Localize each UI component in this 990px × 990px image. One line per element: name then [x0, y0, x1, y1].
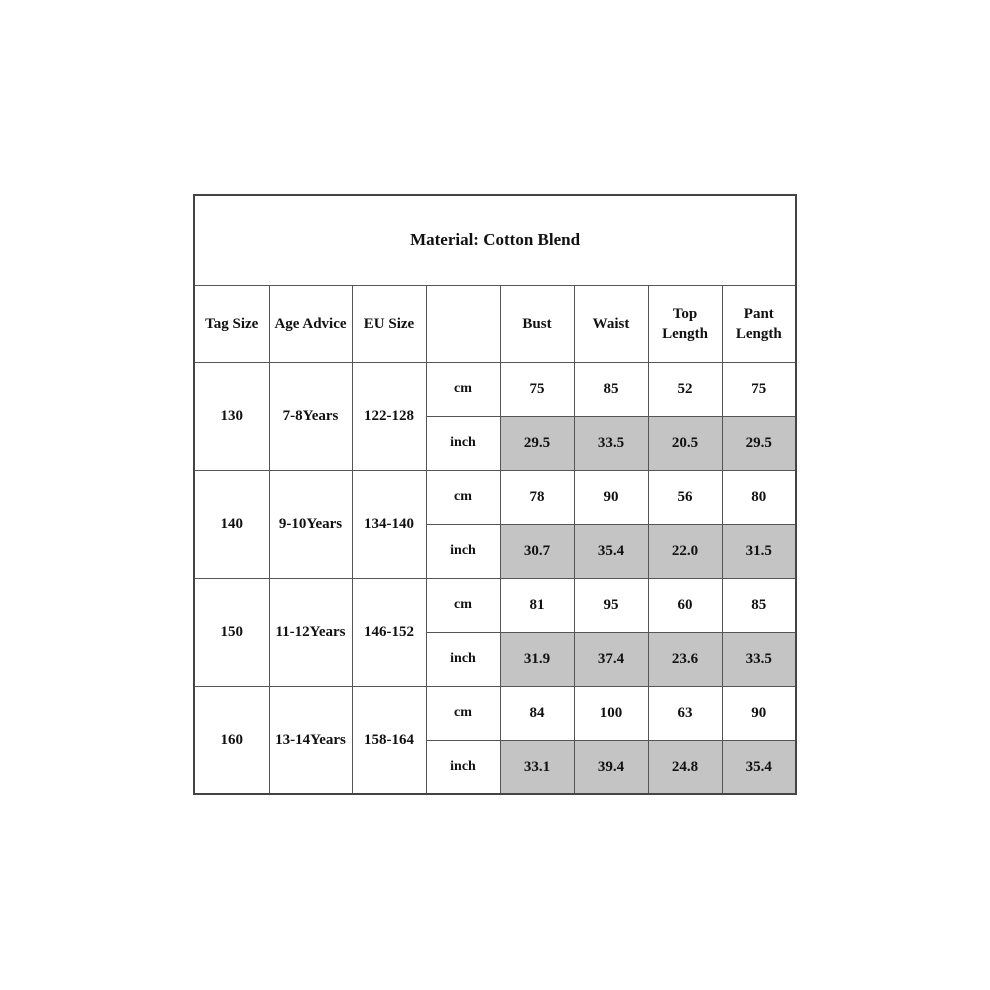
size-row-cm	[194, 686, 796, 740]
top-length-cm-cell: 56	[648, 470, 722, 524]
unit-inch-label: inch	[426, 416, 500, 470]
header-unit	[426, 285, 500, 362]
top-length-inch-cell: 22.0	[648, 524, 722, 578]
size-row-cm	[194, 362, 796, 416]
top-length-inch-cell: 23.6	[648, 632, 722, 686]
eu-size-cell: 158-164	[352, 686, 426, 794]
tag-size-cell: 150	[194, 578, 269, 686]
bust-inch-cell: 30.7	[500, 524, 574, 578]
top-length-inch-cell: 24.8	[648, 740, 722, 794]
waist-cm-cell: 100	[574, 686, 648, 740]
bust-inch-cell: 29.5	[500, 416, 574, 470]
pant-length-inch-cell: 29.5	[722, 416, 796, 470]
pant-length-inch-cell: 31.5	[722, 524, 796, 578]
tag-size-cell: 130	[194, 362, 269, 470]
eu-size-cell: 134-140	[352, 470, 426, 578]
unit-cm-label: cm	[426, 470, 500, 524]
waist-inch-cell: 37.4	[574, 632, 648, 686]
top-length-cm-cell: 63	[648, 686, 722, 740]
header-age-advice: Age Advice	[269, 285, 352, 362]
bust-inch-cell: 31.9	[500, 632, 574, 686]
waist-cm-cell: 95	[574, 578, 648, 632]
waist-inch-cell: 39.4	[574, 740, 648, 794]
header-pant-length: Pant Length	[722, 285, 796, 362]
pant-length-cm-cell: 90	[722, 686, 796, 740]
top-length-inch-cell: 20.5	[648, 416, 722, 470]
header-waist: Waist	[574, 285, 648, 362]
waist-cm-cell: 85	[574, 362, 648, 416]
age-advice-cell: 13-14Years	[269, 686, 352, 794]
unit-cm-label: cm	[426, 686, 500, 740]
waist-inch-cell: 35.4	[574, 524, 648, 578]
header-top-length: Top Length	[648, 285, 722, 362]
pant-length-cm-cell: 80	[722, 470, 796, 524]
size-row-cm	[194, 470, 796, 524]
age-advice-cell: 7-8Years	[269, 362, 352, 470]
bust-cm-cell: 81	[500, 578, 574, 632]
eu-size-cell: 146-152	[352, 578, 426, 686]
header-row	[194, 285, 796, 362]
header-tag-size: Tag Size	[194, 285, 269, 362]
header-bust: Bust	[500, 285, 574, 362]
waist-cm-cell: 90	[574, 470, 648, 524]
unit-cm-label: cm	[426, 362, 500, 416]
chart-title: Material: Cotton Blend	[194, 195, 796, 285]
bust-inch-cell: 33.1	[500, 740, 574, 794]
header-eu-size: EU Size	[352, 285, 426, 362]
unit-inch-label: inch	[426, 632, 500, 686]
age-advice-cell: 9-10Years	[269, 470, 352, 578]
title-row	[194, 195, 796, 285]
pant-length-cm-cell: 75	[722, 362, 796, 416]
size-chart-table	[193, 194, 797, 795]
age-advice-cell: 11-12Years	[269, 578, 352, 686]
tag-size-cell: 160	[194, 686, 269, 794]
tag-size-cell: 140	[194, 470, 269, 578]
top-length-cm-cell: 52	[648, 362, 722, 416]
unit-inch-label: inch	[426, 524, 500, 578]
top-length-cm-cell: 60	[648, 578, 722, 632]
eu-size-cell: 122-128	[352, 362, 426, 470]
bust-cm-cell: 84	[500, 686, 574, 740]
unit-cm-label: cm	[426, 578, 500, 632]
pant-length-cm-cell: 85	[722, 578, 796, 632]
size-row-cm	[194, 578, 796, 632]
bust-cm-cell: 75	[500, 362, 574, 416]
waist-inch-cell: 33.5	[574, 416, 648, 470]
pant-length-inch-cell: 33.5	[722, 632, 796, 686]
pant-length-inch-cell: 35.4	[722, 740, 796, 794]
unit-inch-label: inch	[426, 740, 500, 794]
bust-cm-cell: 78	[500, 470, 574, 524]
